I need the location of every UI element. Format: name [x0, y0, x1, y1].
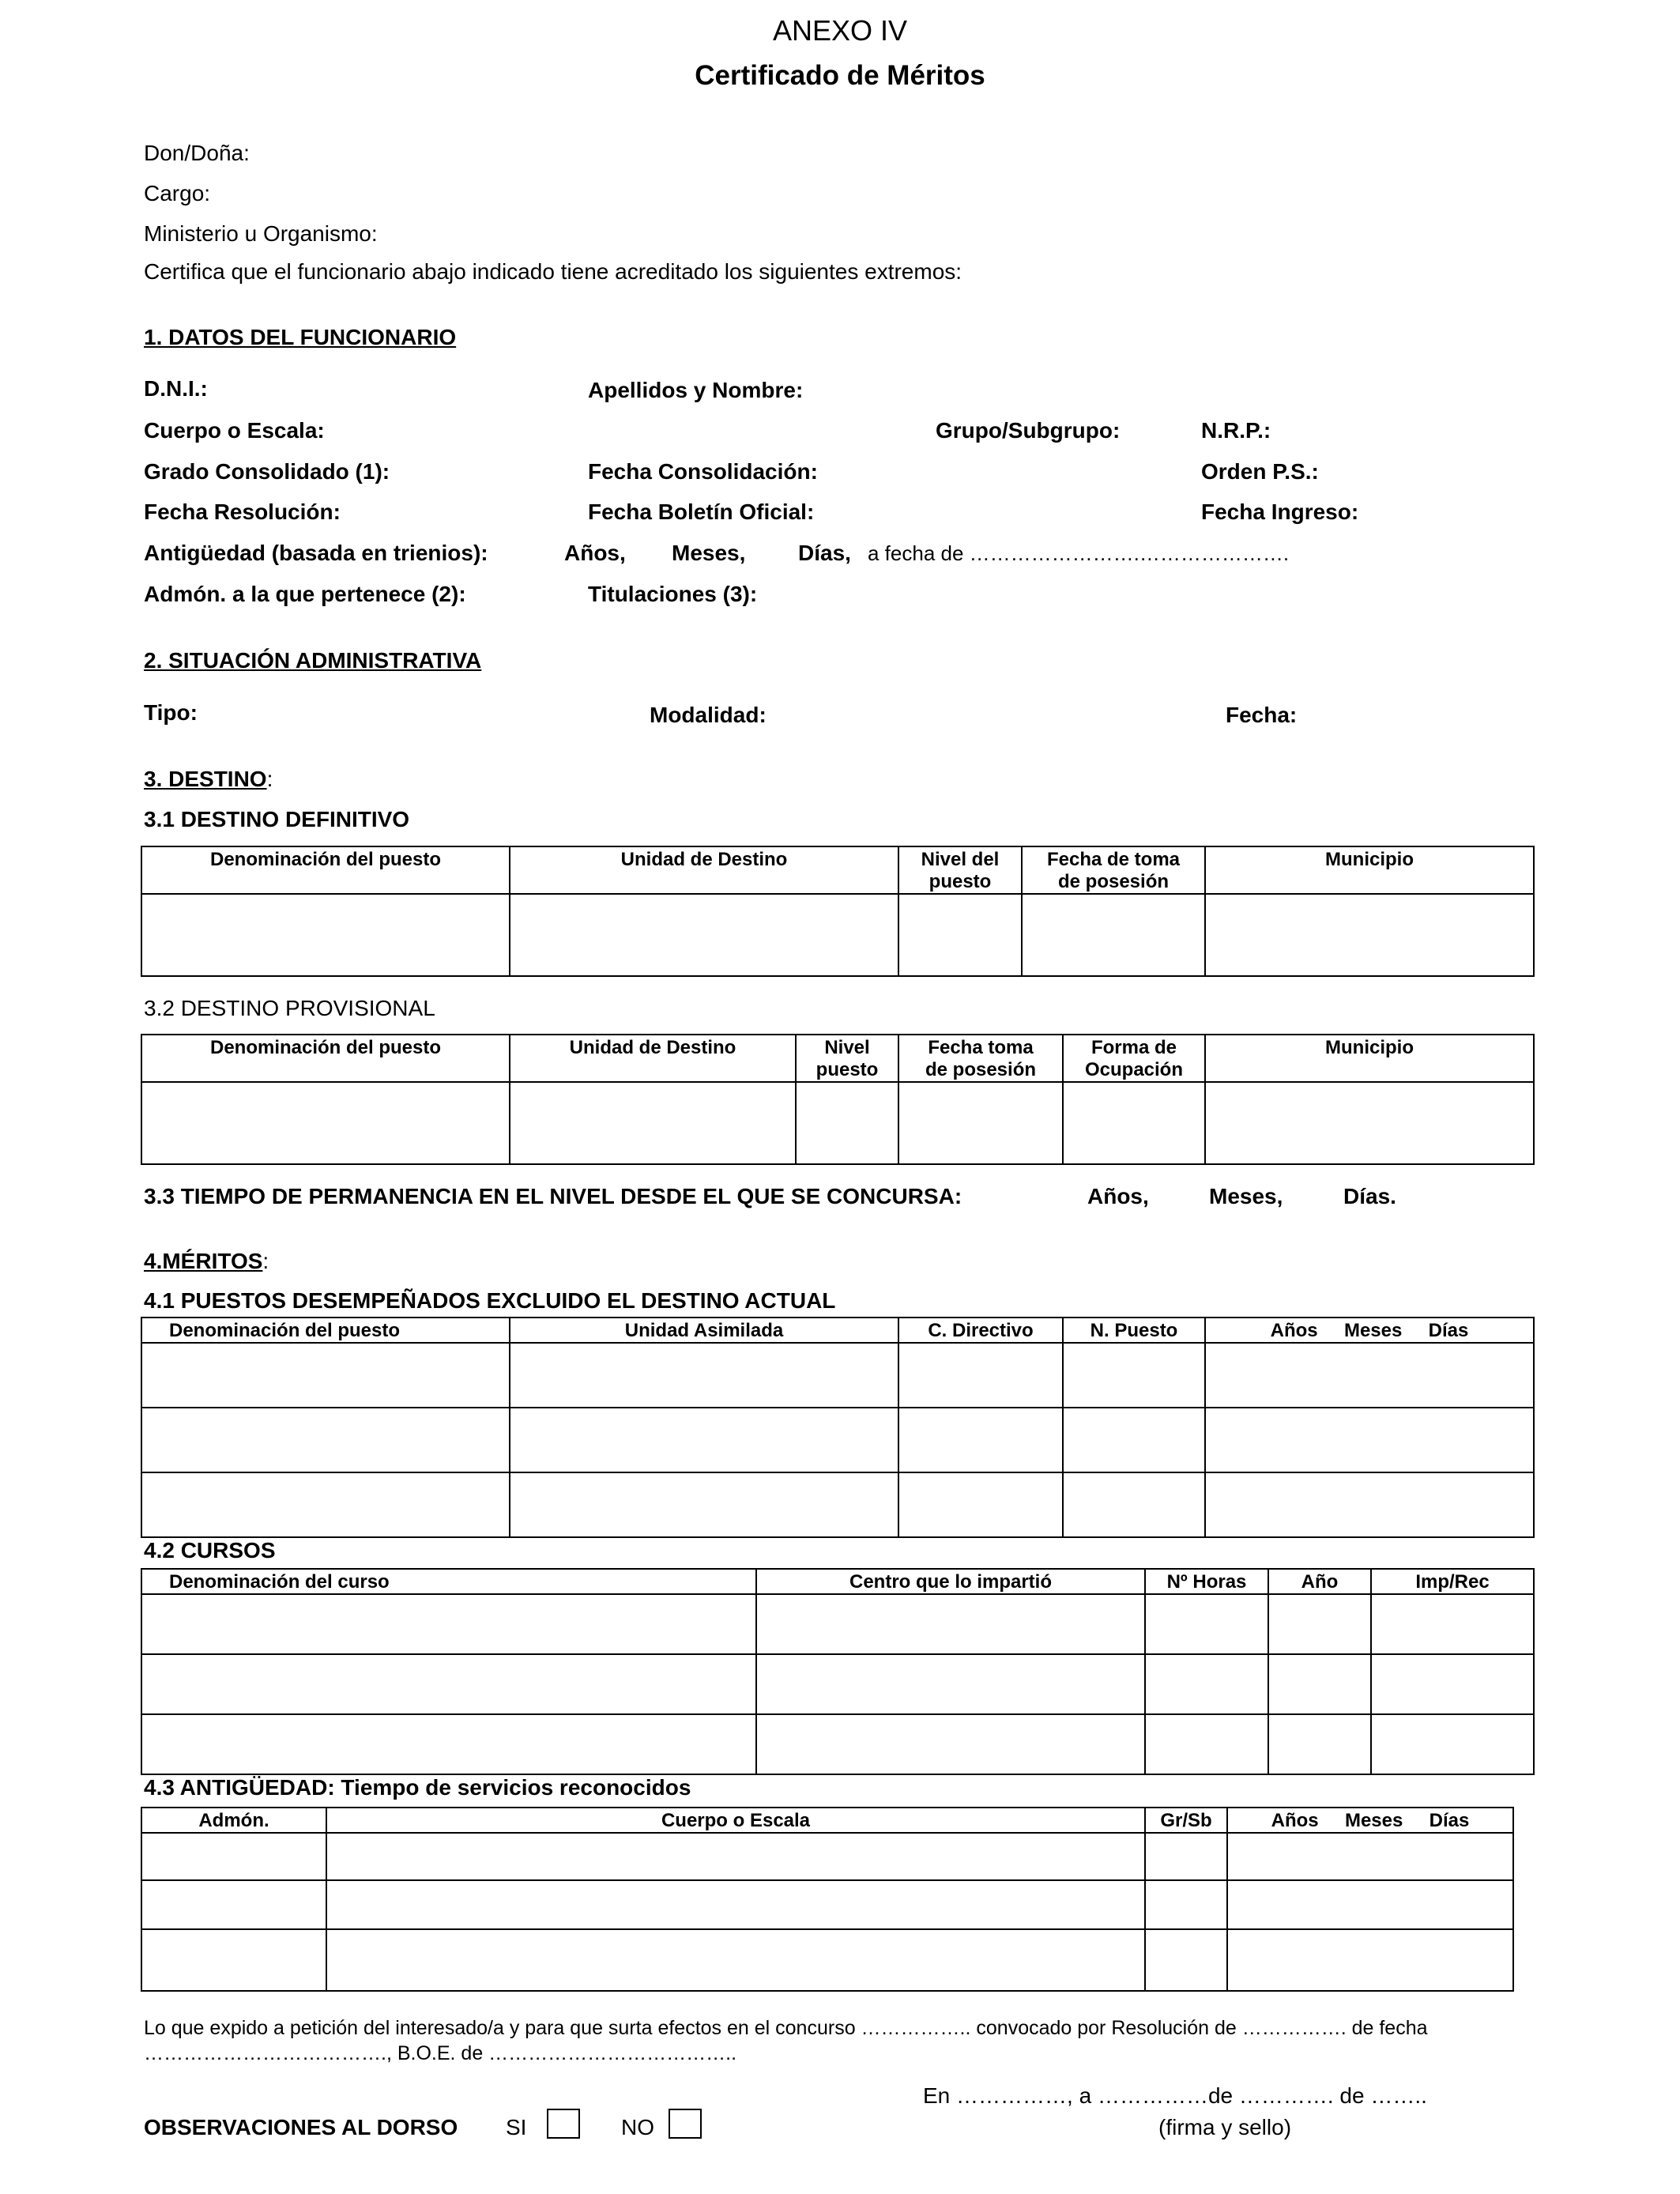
- header-municipio: Municipio: [1205, 1035, 1534, 1082]
- header-admon: Admón.: [141, 1808, 326, 1833]
- cuerpo-label: Cuerpo o Escala:: [144, 418, 325, 443]
- cell[interactable]: [1063, 1343, 1205, 1408]
- cell[interactable]: [756, 1654, 1145, 1714]
- cell[interactable]: [1268, 1654, 1371, 1714]
- header-imp-rec: Imp/Rec: [1371, 1569, 1534, 1594]
- cell[interactable]: [1145, 1714, 1268, 1774]
- grado-label: Grado Consolidado (1):: [144, 459, 390, 484]
- cell-forma-ocupacion[interactable]: [1063, 1082, 1205, 1164]
- cell[interactable]: [1227, 1929, 1513, 1991]
- cell[interactable]: [1227, 1880, 1513, 1929]
- fecha-consolidacion-label: Fecha Consolidación:: [588, 459, 818, 484]
- header-municipio: Municipio: [1205, 846, 1534, 894]
- no-label: NO: [621, 2115, 654, 2139]
- cell[interactable]: [898, 1472, 1063, 1537]
- fecha-ingreso-label: Fecha Ingreso:: [1201, 499, 1359, 524]
- cell[interactable]: [326, 1833, 1145, 1880]
- cell-unidad[interactable]: [510, 894, 898, 976]
- fecha-resolucion-label: Fecha Resolución:: [144, 499, 341, 524]
- header-denominacion: Denominación del puesto: [141, 1035, 510, 1082]
- dni-label: D.N.I.:: [144, 376, 208, 401]
- cell[interactable]: [510, 1343, 898, 1408]
- cell-municipio[interactable]: [1205, 1082, 1534, 1164]
- section-3-colon: :: [266, 767, 273, 791]
- antiguedad-meses: Meses,: [672, 541, 746, 565]
- header-horas: Nº Horas: [1145, 1569, 1268, 1594]
- section-4-title-text: 4.MÉRITOS: [144, 1249, 263, 1273]
- destino-definitivo-title: 3.1 DESTINO DEFINITIVO: [144, 807, 410, 831]
- cell[interactable]: [141, 1654, 756, 1714]
- header-anos-meses-dias: Años Meses Días: [1205, 1318, 1534, 1343]
- section-4-title: [144, 1249, 269, 1274]
- cell[interactable]: [756, 1594, 1145, 1654]
- table-row: [141, 1594, 1534, 1654]
- cell[interactable]: [510, 1408, 898, 1472]
- table-row: [141, 1714, 1534, 1774]
- nrp-label: N.R.P.:: [1201, 418, 1271, 443]
- table-row: [141, 1833, 1513, 1880]
- cell[interactable]: [141, 1594, 756, 1654]
- apellidos-label: Apellidos y Nombre:: [588, 378, 804, 402]
- titulaciones-label: Titulaciones (3):: [588, 582, 758, 606]
- cell[interactable]: [1063, 1408, 1205, 1472]
- antiguedad-title: [144, 1775, 691, 1800]
- antiguedad-anos: Años,: [564, 541, 626, 565]
- cell[interactable]: [141, 1408, 510, 1472]
- permanencia-title: 3.3 TIEMPO DE PERMANENCIA EN EL NIVEL DESDE EL QUE SE CONCURSA:: [144, 1184, 962, 1208]
- cell-unidad[interactable]: [510, 1082, 796, 1164]
- cell[interactable]: [510, 1472, 898, 1537]
- cell[interactable]: [1145, 1654, 1268, 1714]
- no-checkbox[interactable]: [669, 2109, 702, 2139]
- place-date-line: En ……………, a ……………de …………. de ……..: [923, 2083, 1427, 2108]
- cell[interactable]: [898, 1343, 1063, 1408]
- cell[interactable]: [326, 1880, 1145, 1929]
- expido-line-2: ………………………………., B.O.E. de ………………………………..: [144, 2042, 737, 2064]
- modalidad-label: Modalidad:: [650, 703, 767, 727]
- table-row: [141, 1343, 1534, 1408]
- header-fecha-toma: Fecha toma de posesión: [898, 1035, 1063, 1082]
- cell[interactable]: [141, 1472, 510, 1537]
- section-3-title-text: 3. DESTINO: [144, 767, 267, 791]
- header-anos-meses-dias: Años Meses Días: [1227, 1808, 1513, 1833]
- tipo-label: Tipo:: [144, 700, 198, 725]
- orden-label: Orden P.S.:: [1201, 459, 1319, 484]
- puestos-desempenados-title: 4.1 PUESTOS DESEMPEÑADOS EXCLUIDO EL DESTINO ACTUAL: [144, 1288, 836, 1313]
- cell[interactable]: [1227, 1833, 1513, 1880]
- table-row: [141, 1472, 1534, 1537]
- document-title: Certificado de Méritos: [695, 60, 985, 91]
- cell-denominacion[interactable]: [141, 894, 510, 976]
- cell[interactable]: [1145, 1594, 1268, 1654]
- header-gr-sb: Gr/Sb: [1145, 1808, 1227, 1833]
- cell[interactable]: [756, 1714, 1145, 1774]
- cell[interactable]: [1063, 1472, 1205, 1537]
- header-cuerpo: Cuerpo o Escala: [326, 1808, 1145, 1833]
- cell[interactable]: [1371, 1654, 1534, 1714]
- certifica-text: Certifica que el funcionario abajo indicado tiene acreditado los siguientes extremos:: [144, 259, 962, 284]
- permanencia-meses: Meses,: [1209, 1184, 1283, 1208]
- header-ano: Año: [1268, 1569, 1371, 1594]
- header-denominacion-curso: Denominación del curso: [141, 1569, 756, 1594]
- don-label: Don/Doña:: [144, 141, 250, 165]
- section-3-title: [144, 767, 273, 792]
- cell[interactable]: [898, 1408, 1063, 1472]
- cell[interactable]: [1268, 1594, 1371, 1654]
- cursos-title: 4.2 CURSOS: [144, 1538, 276, 1563]
- cell[interactable]: [1145, 1929, 1227, 1991]
- cell[interactable]: [141, 1343, 510, 1408]
- cell[interactable]: [1205, 1408, 1534, 1472]
- cell[interactable]: [1145, 1833, 1227, 1880]
- cell[interactable]: [1205, 1472, 1534, 1537]
- cell[interactable]: [1371, 1714, 1534, 1774]
- header-fecha-toma: Fecha de toma de posesión: [1022, 846, 1205, 894]
- header-c-directivo: C. Directivo: [898, 1318, 1063, 1343]
- cell-fecha-toma[interactable]: [1022, 894, 1205, 976]
- cell-municipio[interactable]: [1205, 894, 1534, 976]
- antiguedad-title-strong: 4.3 ANTIGÜEDAD:: [144, 1775, 335, 1800]
- puestos-table: [141, 1317, 1535, 1538]
- cell[interactable]: [141, 1929, 326, 1991]
- fecha-label: Fecha:: [1226, 703, 1298, 727]
- section-4-colon: :: [262, 1249, 269, 1273]
- permanencia-dias: Días.: [1343, 1184, 1396, 1208]
- si-checkbox[interactable]: [547, 2109, 580, 2139]
- header-nivel: Nivel puesto: [796, 1035, 898, 1082]
- antiguedad-fecha: a fecha de …………………….………………….: [868, 541, 1290, 565]
- table-row: [141, 1082, 1534, 1164]
- destino-definitivo-table: [141, 846, 1535, 977]
- cell[interactable]: [1268, 1714, 1371, 1774]
- fecha-boletin-label: Fecha Boletín Oficial:: [588, 499, 815, 524]
- ministerio-label: Ministerio u Organismo:: [144, 221, 378, 246]
- firma-sello: (firma y sello): [1158, 2115, 1292, 2139]
- si-label: SI: [506, 2115, 527, 2139]
- antiguedad-dias: Días,: [798, 541, 851, 565]
- header-unidad: Unidad de Destino: [510, 1035, 796, 1082]
- antiguedad-label: Antigüedad (basada en trienios):: [144, 541, 488, 565]
- cell-denominacion[interactable]: [141, 1082, 510, 1164]
- header-denominacion: Denominación del puesto: [141, 1318, 510, 1343]
- header-unidad: Unidad de Destino: [510, 846, 898, 894]
- table-row: [141, 894, 1534, 976]
- annex-title: ANEXO IV: [772, 14, 908, 47]
- destino-provisional-table: [141, 1034, 1535, 1165]
- antiguedad-title-rest: Tiempo de servicios reconocidos: [334, 1775, 691, 1800]
- header-denominacion: Denominación del puesto: [141, 846, 510, 894]
- header-centro: Centro que lo impartió: [756, 1569, 1145, 1594]
- cell-nivel[interactable]: [898, 894, 1022, 976]
- destino-provisional-title: 3.2 DESTINO PROVISIONAL: [144, 996, 435, 1020]
- cell[interactable]: [141, 1714, 756, 1774]
- cell[interactable]: [1145, 1880, 1227, 1929]
- table-row: [141, 1408, 1534, 1472]
- cell[interactable]: [141, 1833, 326, 1880]
- header-forma-ocupacion: Forma de Ocupación: [1063, 1035, 1205, 1082]
- observaciones-label: OBSERVACIONES AL DORSO: [144, 2115, 458, 2139]
- cell-nivel[interactable]: [796, 1082, 898, 1164]
- admon-label: Admón. a la que pertenece (2):: [144, 582, 466, 606]
- antiguedad-table: [141, 1807, 1514, 1992]
- cell[interactable]: [141, 1880, 326, 1929]
- permanencia-anos: Años,: [1087, 1184, 1149, 1208]
- cursos-table: [141, 1568, 1535, 1775]
- grupo-label: Grupo/Subgrupo:: [936, 418, 1121, 443]
- section-1-title: 1. DATOS DEL FUNCIONARIO: [144, 325, 457, 349]
- section-2-title: 2. SITUACIÓN ADMINISTRATIVA: [144, 648, 482, 673]
- table-row: [141, 1880, 1513, 1929]
- header-n-puesto: N. Puesto: [1063, 1318, 1205, 1343]
- cell[interactable]: [1371, 1594, 1534, 1654]
- header-nivel: Nivel del puesto: [898, 846, 1022, 894]
- cell[interactable]: [1205, 1343, 1534, 1408]
- table-row: [141, 1929, 1513, 1991]
- expido-line-1: Lo que expido a petición del interesado/a y para que surta efectos en el concurso …………….. convocado por Resolución de ……………. de fecha: [144, 2017, 1428, 2039]
- header-unidad-asimilada: Unidad Asimilada: [510, 1318, 898, 1343]
- table-row: [141, 1654, 1534, 1714]
- cargo-label: Cargo:: [144, 181, 211, 205]
- cell-fecha-toma[interactable]: [898, 1082, 1063, 1164]
- cell[interactable]: [326, 1929, 1145, 1991]
